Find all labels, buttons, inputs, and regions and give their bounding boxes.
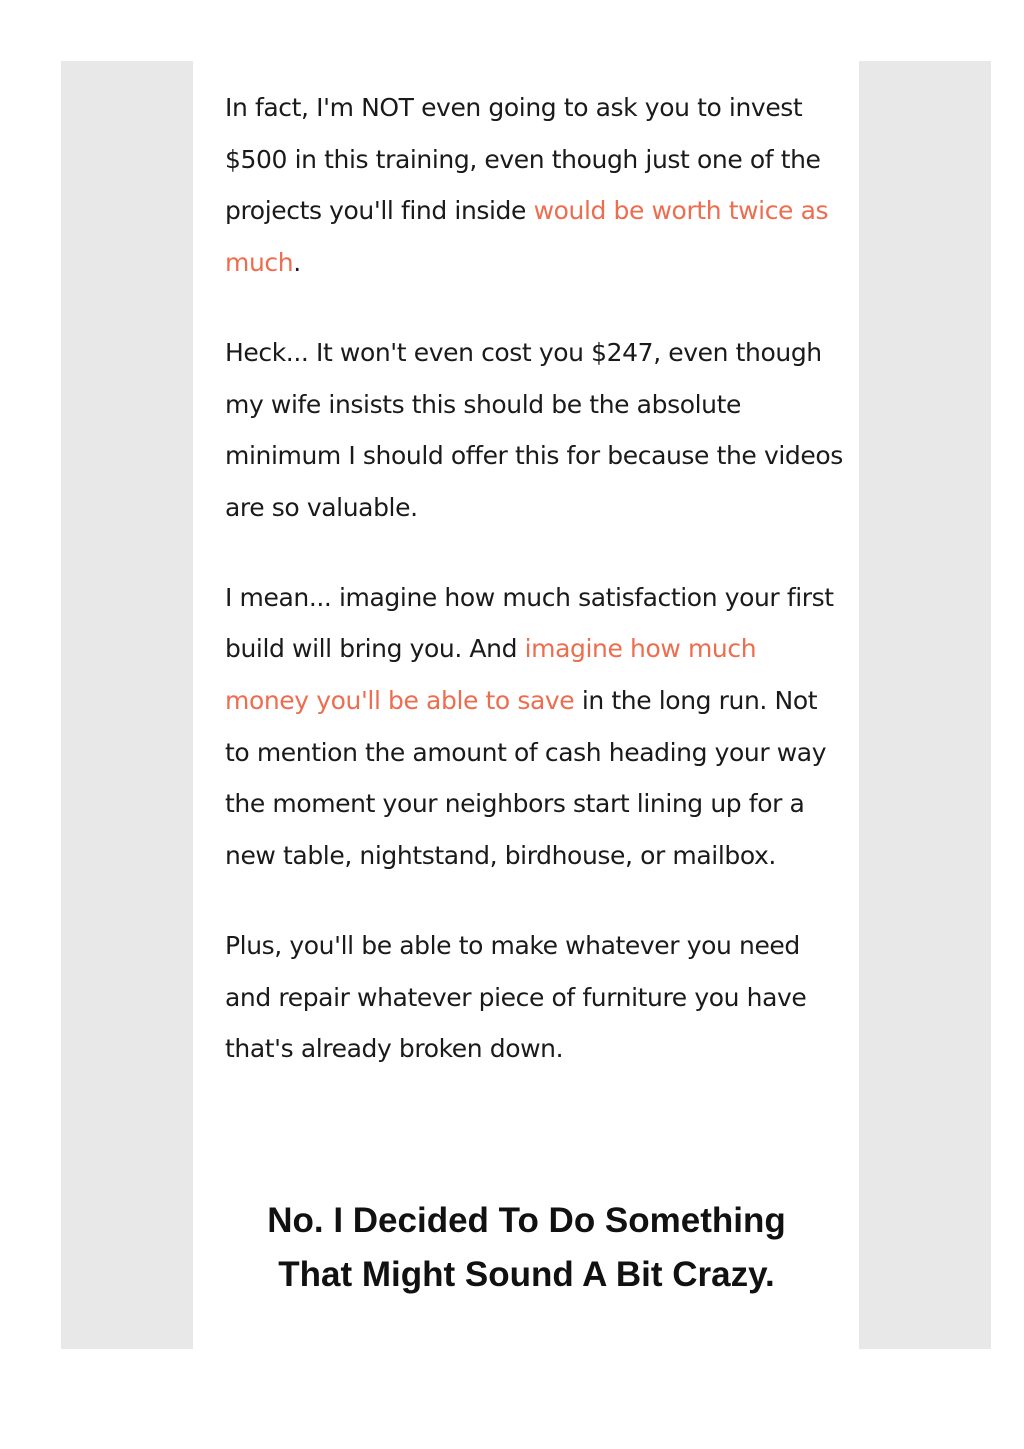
highlight-text: would be worth twice as much xyxy=(225,196,829,278)
paragraph-text: . xyxy=(293,248,301,278)
headline-line-2: That Might Sound A Bit Crazy. xyxy=(278,1255,775,1294)
left-margin-panel xyxy=(61,61,193,1349)
paragraph-satisfaction xyxy=(225,572,845,882)
headline-line-1: No. I Decided To Do Something xyxy=(267,1201,786,1240)
highlight-text: imagine how much money you'll be able to save xyxy=(225,634,757,716)
paragraph-text: I mean... imagine how much satisfaction your first build will bring you. And xyxy=(225,582,834,664)
paragraph-price-500 xyxy=(225,82,845,289)
paragraph-repair: Plus, you'll be able to make whatever you need and repair whatever piece of furniture you have that's already broken down. xyxy=(225,930,807,1064)
right-margin-panel xyxy=(859,61,991,1349)
paragraph-price-247: Heck... It won't even cost you $247, even though my wife insists this should be the absolute minimum I should offer this for because the videos are so valuable. xyxy=(225,337,843,522)
article-body xyxy=(225,82,845,1113)
section-headline xyxy=(194,1194,859,1302)
paragraph-text: in the long run. Not to mention the amount of cash heading your way the moment your neighbors start lining up for a new table, nightstand, birdhouse, or mailbox. xyxy=(225,686,827,871)
paragraph-text: In fact, I'm NOT even going to ask you to invest $500 in this training, even though just one of the projects you'll find inside xyxy=(225,93,821,226)
